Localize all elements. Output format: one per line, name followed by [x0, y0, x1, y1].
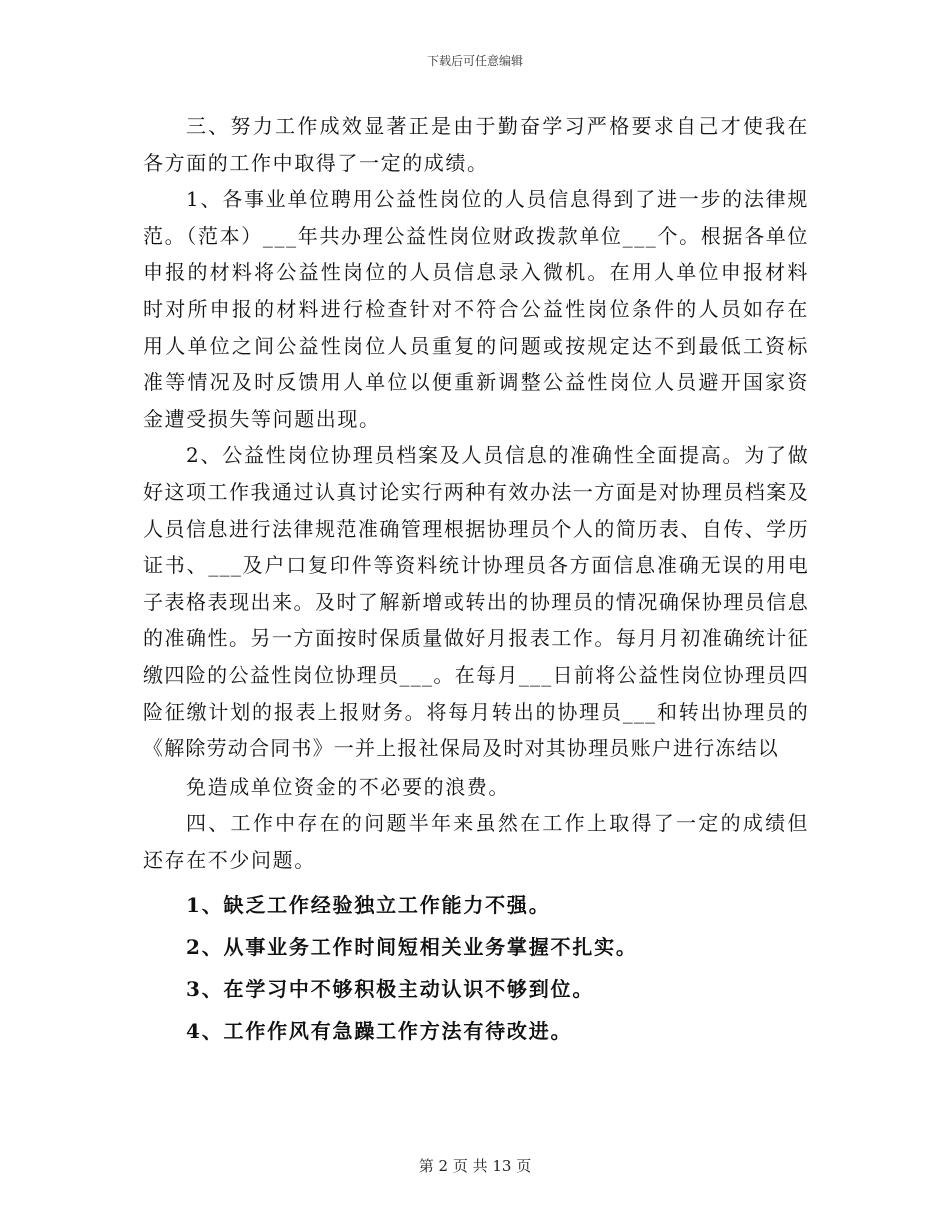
problem-item: 4、工作作风有急躁工作方法有待改进。	[186, 1019, 573, 1044]
problem-list	[143, 884, 809, 1052]
problem-item: 3、在学习中不够积极主动认识不够到位。	[186, 977, 595, 1002]
problem-item: 2、从事业务工作时间短相关业务掌握不扎实。	[186, 935, 638, 960]
paragraph-continuation: 免造成单位资金的不必要的浪费。	[186, 774, 510, 799]
paragraph-item-1: 1、各事业单位聘用公益性岗位的人员信息得到了进一步的法律规范。（范本）___年共办理公益性岗位财政拨款单位___个。根据各单位申报的材料将公益性岗位的人员信息录入微机。在用人单位申报材料时对所申报的材料进行检查针对不符合公益性岗位条件的人员如存在用人单位之间公益性岗位人员重复的问题或按规定达不到最低工资标准等情况及时反馈用人单位以便重新调整公益性岗位人员避开国家资金遭受损失等问题出现。	[143, 187, 809, 431]
paragraph-section-four: 四、工作中存在的问题半年来虽然在工作上取得了一定的成绩但还存在不少问题。	[143, 811, 809, 872]
paragraph-item-2: 2、公益性岗位协理员档案及人员信息的准确性全面提高。为了做好这项工作我通过认真讨论实行两种有效办法一方面是对协理员档案及人员信息进行法律规范准确管理根据协理员个人的简历表、自传、学历证书、___及户口复印件等资料统计协理员各方面信息准确无误的用电子表格表现出来。及时了解新增或转出的协理员的情况确保协理员信息的准确性。另一方面按时保质量做好月报表工作。每月月初准确统计征缴四险的公益性岗位协理员___。在每月___日前将公益性岗位协理员四险征缴计划的报表上报财务。将每月转出的协理员___和转出协理员的《解除劳动合同书》一并上报社保局及时对其协理员账户进行冻结以	[143, 443, 809, 761]
document-body	[143, 108, 809, 1052]
paragraph-section-three: 三、努力工作成效显著正是由于勤奋学习严格要求自己才使我在各方面的工作中取得了一定的成绩。	[143, 114, 809, 175]
page-header: 下载后可任意编辑	[426, 54, 523, 68]
page-footer: 第 2 页 共 13 页	[418, 1157, 532, 1175]
problem-item: 1、缺乏工作经验独立工作能力不强。	[186, 893, 551, 918]
